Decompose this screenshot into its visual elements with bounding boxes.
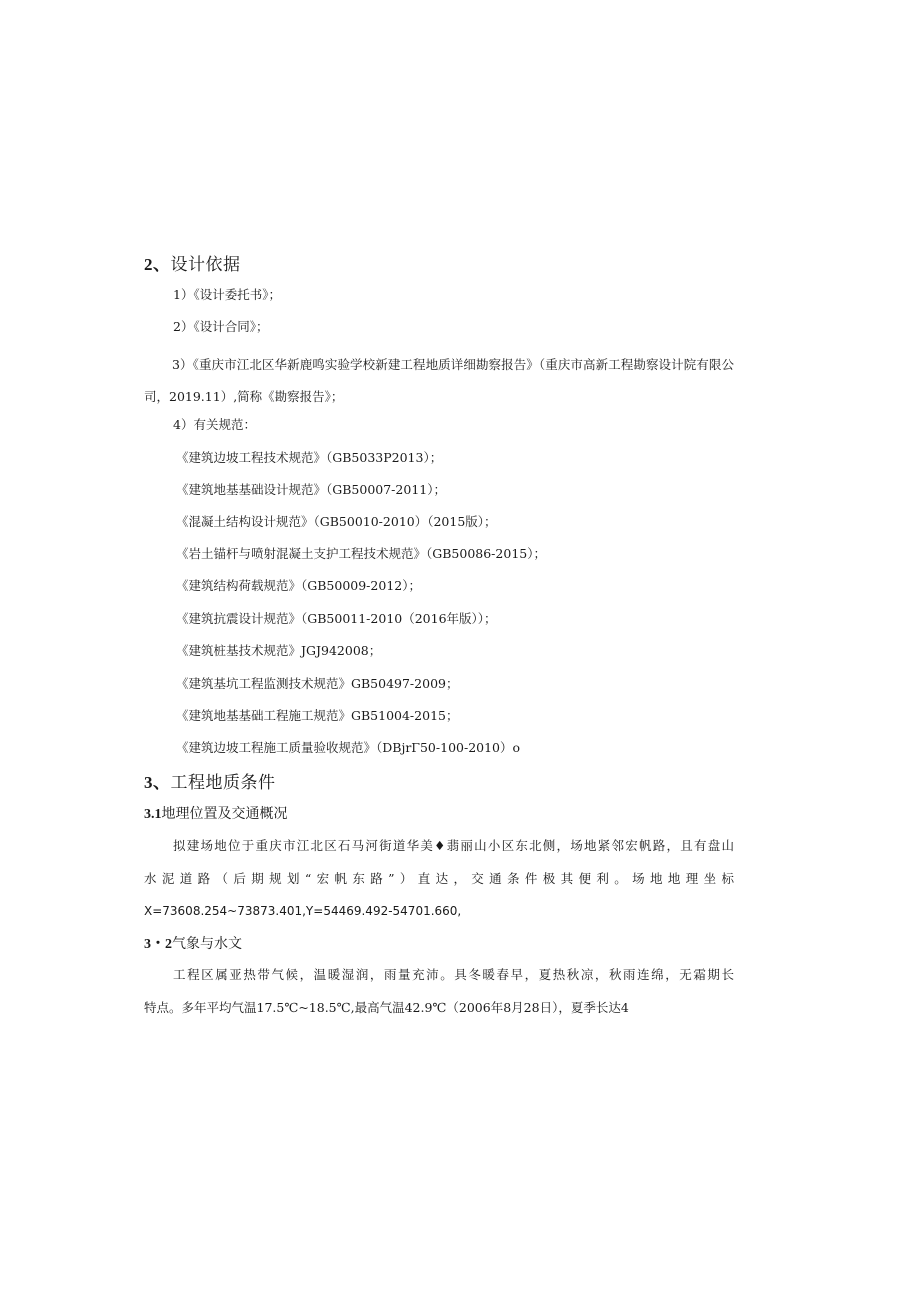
standard-item: 《混凝土结构设计规范》（GB50010-2010）（2015版）； — [176, 514, 497, 529]
subsection-heading-location — [144, 803, 288, 823]
standard-item: 《建筑结构荷载规范》（GB50009-2012）； — [176, 578, 421, 593]
standard-item: 《建筑边坡工程技术规范》（GB5033P2013）； — [176, 450, 443, 465]
section-number: 2、 — [144, 255, 171, 274]
subsection-number: 3・2 — [144, 937, 172, 952]
standard-item: 《建筑地基基础工程施工规范》GB51004-2015； — [176, 708, 459, 723]
location-line-3: X=73608.254~73873.401,Y=54469.492-54701.660, — [144, 904, 462, 918]
subsection-number: 3.1 — [144, 807, 162, 822]
subsection-heading-climate — [144, 933, 242, 953]
standard-item: 《建筑抗震设计规范》（GB50011-2010（2016年版））； — [176, 611, 497, 626]
subsection-title: 气象与水文 — [172, 936, 242, 952]
basis-item-4: 4）有关规范： — [173, 417, 256, 432]
standard-item: 《建筑地基基础设计规范》（GB50007-2011）； — [176, 482, 446, 497]
standard-item: 《岩土锚杆与喷射混凝土支护工程技术规范》（GB50086-2015）； — [176, 546, 546, 561]
climate-line-1: 工程区属亚热带气候，温暖湿润，雨量充沛。具冬暖春早，夏热秋凉，秋雨连绵，无霜期长 — [173, 967, 734, 982]
subsection-title: 地理位置及交通概况 — [161, 806, 288, 822]
basis-item-3: 3）《重庆市江北区华新鹿鸣实验学校新建工程地质详细勘察报告》（重庆市高新工程勘察设计院有限公司，2019.11）,简称《勘察报告》； — [144, 357, 734, 404]
basis-item-2: 2）《设计合同》； — [173, 319, 269, 334]
standard-item: 《建筑基坑工程监测技术规范》GB50497-2009； — [176, 676, 459, 691]
location-line-1: 拟建场地位于重庆市江北区石马河街道华美♦翡丽山小区东北侧，场地紧邻宏帆路，且有盘山 — [173, 838, 734, 853]
section-title: 工程地质条件 — [170, 773, 276, 793]
climate-line-2: 特点。多年平均气温17.5℃~18.5℃,最高气温42.9℃（2006年8月28日），夏季长达4 — [144, 1000, 629, 1015]
section-heading-design-basis — [144, 250, 241, 275]
standard-item: 《建筑桩基技术规范》JGJ942008； — [176, 643, 382, 658]
standard-item: 《建筑边坡工程施工质量验收规范》（DBjrΓ50-100-2010）o — [176, 740, 521, 755]
section-heading-geology — [144, 768, 276, 793]
section-number: 3、 — [144, 773, 171, 792]
location-line-2: 水泥道路（后期规划“宏帆东路”）直达，交通条件极其便利。场地地理坐标 — [144, 871, 734, 886]
basis-item-1: 1）《设计委托书》； — [173, 287, 281, 302]
section-title: 设计依据 — [170, 255, 241, 275]
